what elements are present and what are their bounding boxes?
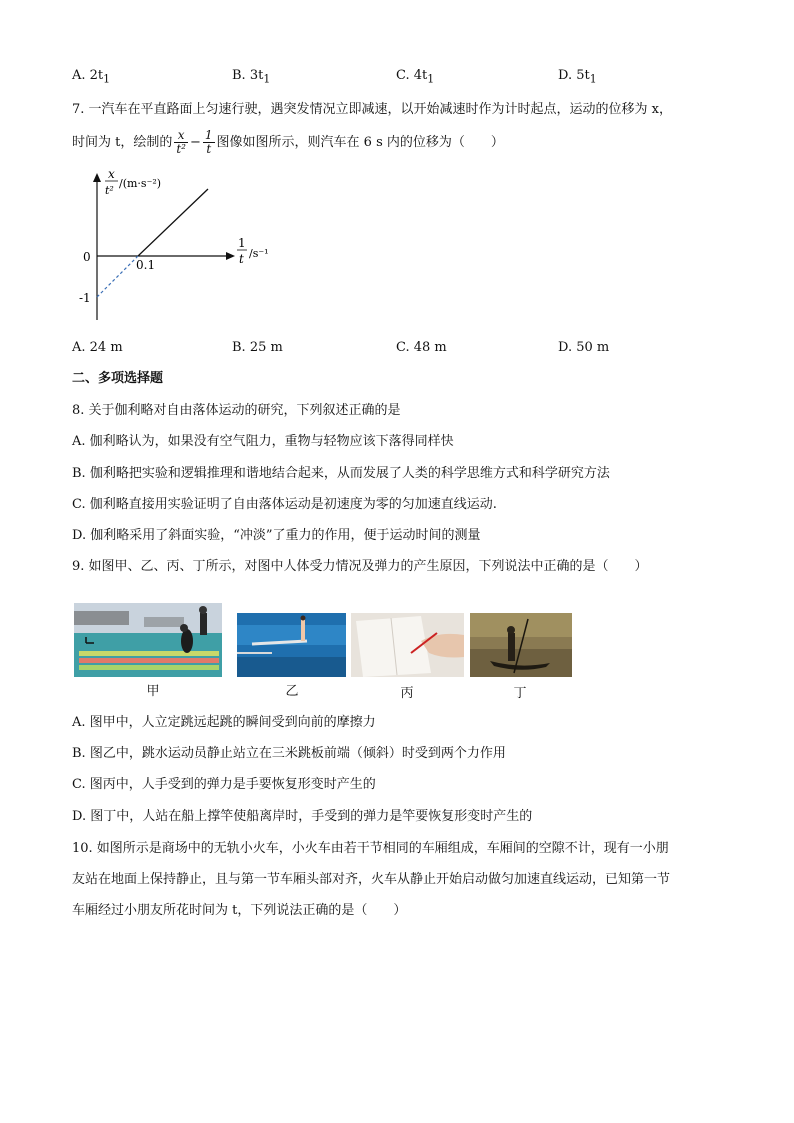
photo-hand-writing: [351, 613, 464, 677]
q9-option-c: C. 图丙中，人手受到的弹力是手要恢复形变时产生的: [72, 777, 376, 792]
q9-stem: 9. 如图甲、乙、丙、丁所示，对图中人体受力情况及弹力的产生原因，下列说法中正确的是（ ）: [72, 559, 648, 574]
photo-boat-pole: [470, 613, 572, 677]
y-axis-label-unit: /(m·s⁻²): [119, 177, 162, 190]
origin-label: 0: [83, 250, 91, 264]
data-line-solid: [138, 189, 208, 256]
q7-option-b: B. 25 m: [232, 340, 283, 355]
x-axis-label-num: 1: [238, 236, 246, 250]
x-tick-label: 0.1: [136, 258, 156, 272]
q10-stem-line1: 10. 如图所示是商场中的无轨小火车，小火车由若干节相同的车厢组成，车厢间的空隙不计，现有一小朋: [72, 841, 669, 856]
q7-option-a: A. 24 m: [72, 340, 123, 355]
x-axis-arrow: [226, 252, 235, 260]
q8-option-d: D. 伽利略采用了斜面实验，“冲淡”了重力的作用，便于运动时间的测量: [72, 528, 481, 543]
q10-stem-line3: 车厢经过小朋友所花时间为 t，下列说法正确的是（ ）: [72, 903, 407, 918]
q7-option-d: D. 50 m: [558, 340, 610, 355]
photo-long-jump: [74, 603, 222, 677]
q8-option-c: C. 伽利略直接用实验证明了自由落体运动是初速度为零的匀加速直线运动.: [72, 497, 497, 512]
caption-jia: 甲: [146, 684, 160, 699]
q10-stem-line2: 友站在地面上保持静止，且与第一节车厢头部对齐，火车从静止开始启动做匀加速直线运动，已知第一节: [72, 872, 671, 887]
x-axis-label-den: t: [239, 252, 244, 266]
section-title: 二、多项选择题: [72, 371, 164, 386]
data-line-dashed: [97, 256, 138, 297]
q7-stem-line2: 时间为 t，绘制的 $\frac{x}{\text{t²}}$ − $\frac{1}{t}$ 图像如图所示，则汽车在 6 s 内的位移为（ ）: [72, 128, 504, 156]
caption-ding: 丁: [513, 686, 527, 701]
q9-option-b: B. 图乙中，跳水运动员静止站立在三米跳板前端（倾斜）时受到两个力作用: [72, 746, 506, 761]
y-axis-arrow: [93, 173, 101, 182]
caption-yi: 乙: [285, 684, 299, 699]
x-axis-label-unit: /s⁻¹: [249, 247, 269, 260]
q6-option-d: D. $5t_1$: [558, 68, 597, 86]
y-axis-label-num: x: [108, 167, 115, 181]
fraction-x-over-t2: $\frac{x}{\text{t²}}$: [176, 128, 186, 156]
photo-diving-board: [237, 613, 346, 677]
q8-stem: 8. 关于伽利略对自由落体运动的研究，下列叙述正确的是: [72, 403, 401, 418]
q7-graph: [70, 165, 280, 325]
q6-option-b: B. $3t_1$: [232, 68, 271, 86]
q9-option-d: D. 图丁中，人站在船上撑竿使船离岸时，手受到的弹力是竿要恢复形变时产生的: [72, 809, 533, 824]
q9-option-a: A. 图甲中，人立定跳远起跳的瞬间受到向前的摩擦力: [72, 715, 376, 730]
q6-option-a: A. $2t_1$: [72, 68, 111, 86]
y-axis-label-den: t²: [105, 184, 114, 197]
q8-option-a: A. 伽利略认为，如果没有空气阻力，重物与轻物应该下落得同样快: [72, 434, 454, 449]
fraction-1-over-t: $\frac{1}{t}$: [204, 128, 213, 156]
q7-option-c: C. 48 m: [396, 340, 447, 355]
q6-option-c: C. $4t_1$: [396, 68, 435, 86]
q7-stem-line1: 7. 一汽车在平直路面上匀速行驶，遇突发情况立即减速，以开始减速时作为计时起点，运动的位移为 x，: [72, 102, 673, 117]
q8-option-b: B. 伽利略把实验和逻辑推理和谐地结合起来，从而发展了人类的科学思维方式和科学研究方法: [72, 466, 610, 481]
caption-bing: 丙: [400, 686, 414, 701]
y-tick-label: -1: [79, 291, 91, 305]
